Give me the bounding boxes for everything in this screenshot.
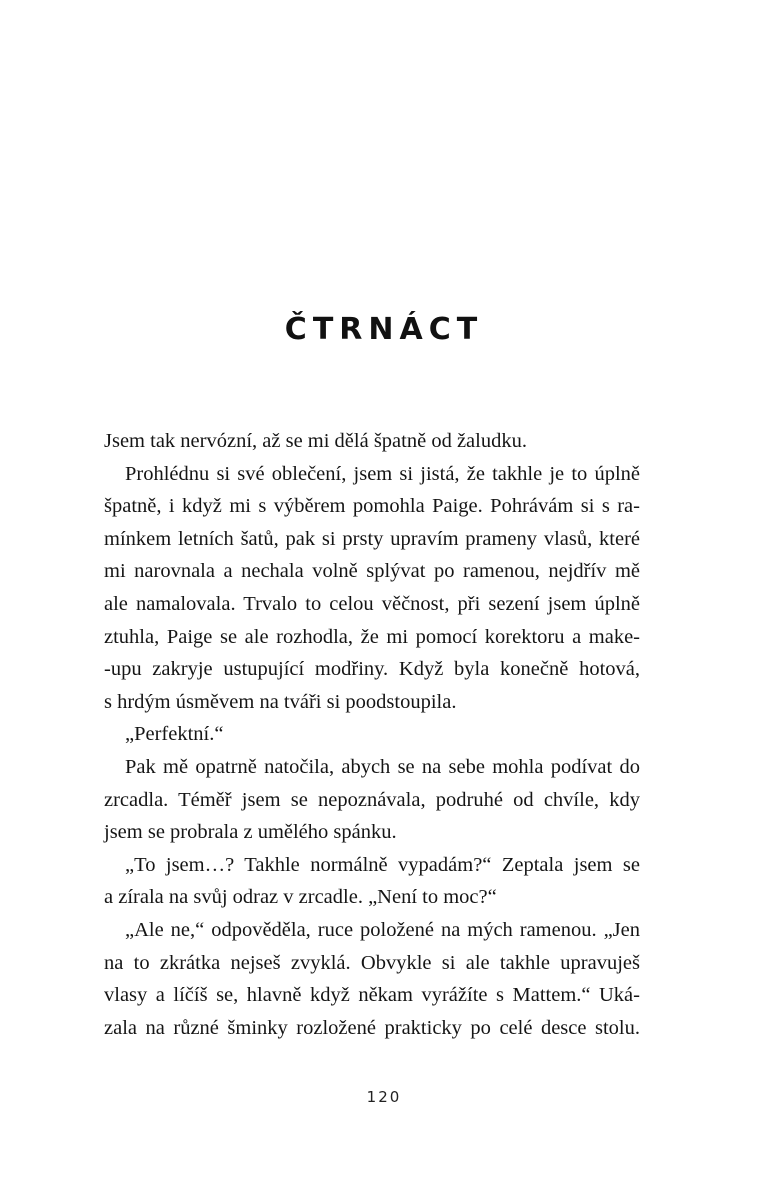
- paragraph-line: na to zkrátka nejseš zvyklá. Obvykle si ale takhle upravuješ: [104, 951, 640, 974]
- page-number: 120: [366, 1088, 402, 1106]
- paragraph-line: jsem se probrala z umělého spánku.: [104, 821, 397, 844]
- paragraph-line: Prohlédnu si své oblečení, jsem si jistá, že takhle je to úplně: [125, 462, 640, 485]
- paragraph-line: „Ale ne,“ odpověděla, ruce položené na mých ramenou. „Jen: [125, 918, 640, 941]
- paragraph-line: -upu zakryje ustupující modřiny. Když byla konečně hotová,: [104, 658, 640, 681]
- paragraph-line: s hrdým úsměvem na tváři si poodstoupila.: [104, 690, 457, 713]
- paragraph-line: vlasy a líčíš se, hlavně když někam vyrážíte s Mattem.“ Uká-: [104, 984, 640, 1007]
- paragraph-line: ztuhla, Paige se ale rozhodla, že mi pomocí korektoru a make-: [104, 625, 640, 648]
- paragraph-line: ale namalovala. Trvalo to celou věčnost, při sezení jsem úplně: [104, 592, 640, 615]
- paragraph-line: a zírala na svůj odraz v zrcadle. „Není to moc?“: [104, 886, 497, 909]
- paragraph-line: mi narovnala a nechala volně splývat po ramenou, nejdřív mě: [104, 560, 640, 583]
- chapter-body: [104, 425, 640, 1044]
- paragraph-line: Pak mě opatrně natočila, abych se na sebe mohla podívat do: [125, 755, 640, 778]
- paragraph-line: mínkem letních šatů, pak si prsty upravím prameny vlasů, které: [104, 527, 640, 550]
- chapter-title: ČTRNÁCT: [284, 312, 484, 347]
- paragraph-line: „Perfektní.“: [125, 723, 224, 746]
- paragraph-line: „To jsem…? Takhle normálně vypadám?“ Zeptala jsem se: [125, 853, 640, 876]
- paragraph-line: zala na různé šminky rozložené prakticky po celé desce stolu.: [104, 1016, 640, 1039]
- paragraph-line: zrcadla. Téměř jsem se nepoznávala, podruhé od chvíle, kdy: [104, 788, 640, 811]
- paragraph-line: špatně, i když mi s výběrem pomohla Paige. Pohrávám si s ra-: [104, 495, 640, 518]
- paragraph-line: Jsem tak nervózní, až se mi dělá špatně od žaludku.: [104, 430, 527, 452]
